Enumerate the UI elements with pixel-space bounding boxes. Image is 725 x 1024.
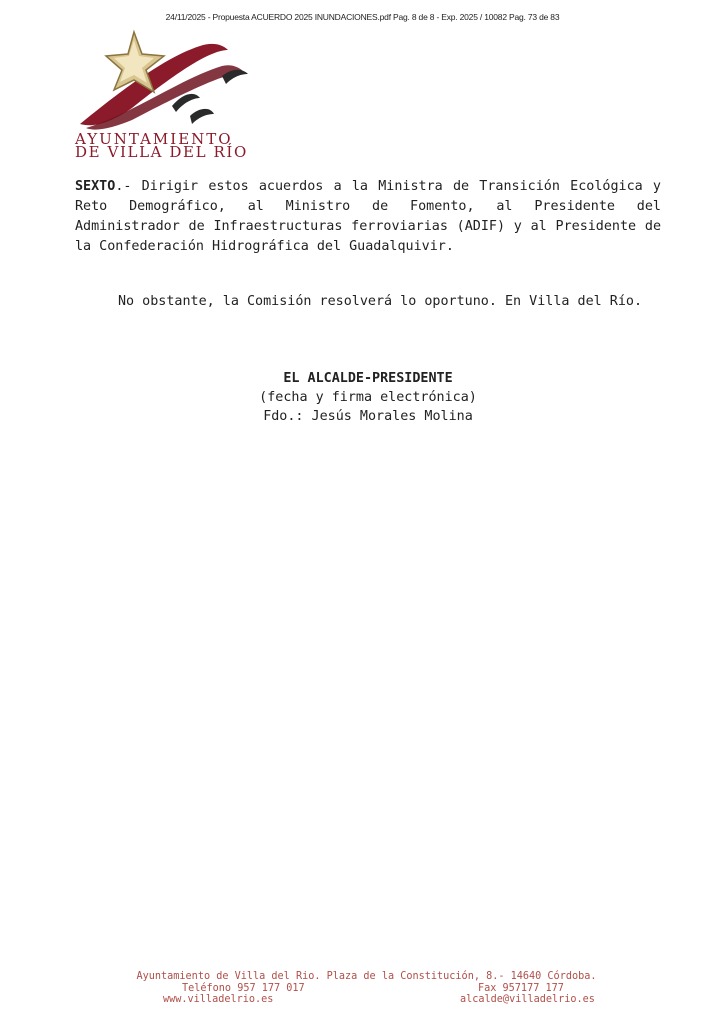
footer-address: Ayuntamiento de Villa del Rio. Plaza de la Constitución, 8.- 14640 Córdoba. <box>136 971 597 982</box>
footer-phone: Teléfono 957 177 017 <box>182 983 305 994</box>
star-and-river-emblem-icon <box>72 28 257 133</box>
logo-line-2: DE VILLA DEL RÍO <box>75 143 248 161</box>
logo-line-1: AYUNTAMIENTO <box>75 130 233 148</box>
footer-email: alcalde@villadelrio.es <box>460 994 595 1005</box>
document-stamp: 24/11/2025 - Propuesta ACUERDO 2025 INUNDACIONES.pdf Pag. 8 de 8 - Exp. 2025 / 10082 Pag. 73 de 83 <box>165 12 560 22</box>
signatory-name: Fdo.: Jesús Morales Molina <box>263 409 473 424</box>
closing-text: No obstante, la Comisión resolverá lo oportuno. En Villa del Río. <box>118 294 643 309</box>
sexto-label: SEXTO <box>75 179 116 194</box>
municipal-logo <box>72 28 257 163</box>
footer-fax: Fax 957177 177 <box>478 983 564 994</box>
sexto-paragraph <box>75 177 661 257</box>
signature-note: (fecha y firma electrónica) <box>259 390 477 405</box>
closing-paragraph <box>75 292 661 312</box>
sexto-text: .- Dirigir estos acuerdos a la Ministra de Transición Ecológica y Reto Demográfico, al Ministro de Fomento, al Presidente del Administrador de Infraestructuras ferroviarias (ADIF) y al Presidente de la Confederación Hidrográfica del Guadalquivir. <box>75 179 661 254</box>
signatory-title: EL ALCALDE-PRESIDENTE <box>283 371 453 386</box>
footer-web: www.villadelrio.es <box>163 994 274 1005</box>
